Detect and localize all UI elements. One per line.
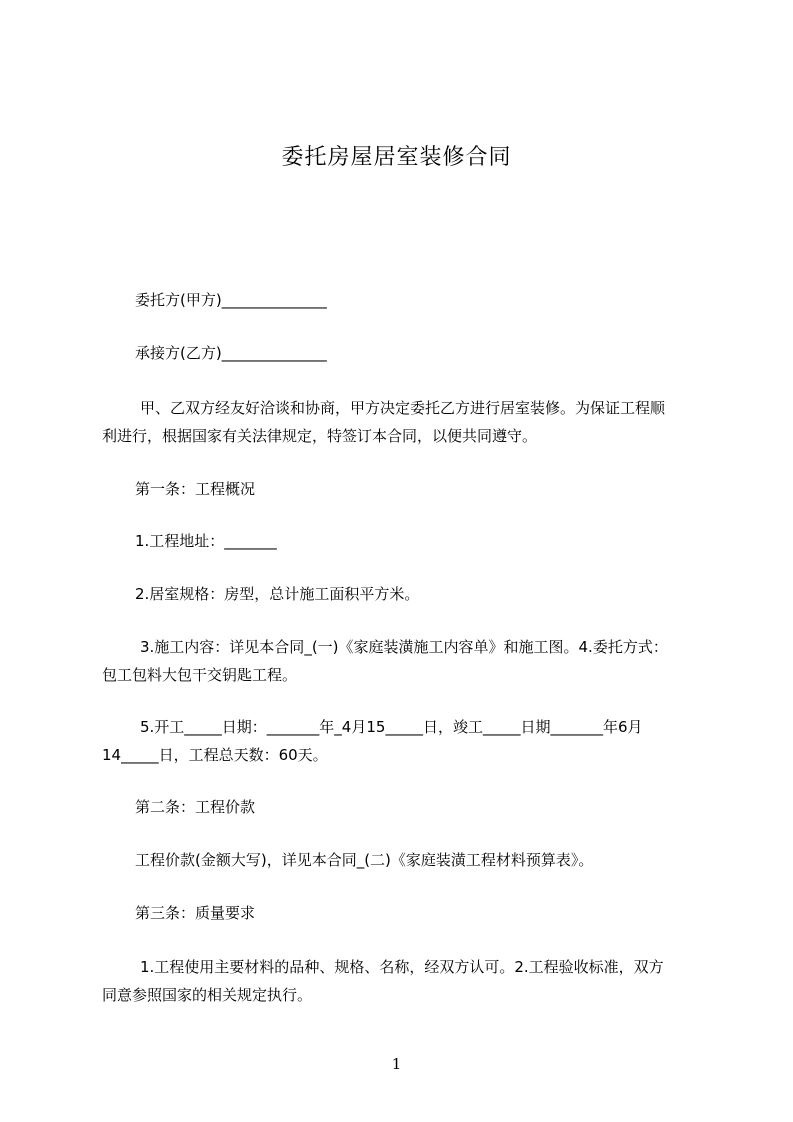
preamble-line: 甲、乙双方经友好洽谈和协商，甲方决定委托乙方进行居室装修。为保证工程顺	[140, 399, 666, 417]
article-1-item-1: 1.工程地址：_______	[135, 532, 277, 550]
article-1-item-5	[102, 713, 702, 769]
document-title: 委托房屋居室装修合同	[281, 145, 512, 170]
preamble-paragraph	[102, 394, 702, 450]
article-3-heading: 第三条：质量要求	[135, 904, 256, 922]
article-3-line: 同意参照国家的相关规定执行。	[102, 986, 313, 1004]
article-1-item-3-line: 3.施工内容：详见本合同_(一)《家庭装潢施工内容单》和施工图。4.委托方式：	[140, 638, 668, 656]
article-1-item-5-line: 14_____日，工程总天数：60天。	[102, 746, 328, 764]
preamble-line: 利进行，根据国家有关法律规定，特签订本合同，以便共同遵守。	[102, 427, 538, 445]
article-2-body: 工程价款(金额大写)，详见本合同_(二)《家庭装潢工程材料预算表》。	[135, 851, 594, 869]
article-3-line: 1.工程使用主要材料的品种、规格、名称，经双方认可。2.工程验收标准，双方	[140, 958, 664, 976]
article-3-body	[102, 953, 702, 1009]
article-2-heading: 第二条：工程价款	[135, 798, 256, 816]
page-number: 1	[391, 1055, 402, 1073]
article-1-item-5-line: 5.开工_____日期：_______年_4月15_____日，竣工_____日期_______年6月	[140, 718, 643, 736]
article-1-heading: 第一条：工程概况	[135, 480, 256, 498]
article-1-item-3-line: 包工包料大包干交钥匙工程。	[102, 666, 298, 684]
party-a-line: 委托方(甲方)______________	[135, 291, 327, 309]
article-1-item-3	[102, 633, 702, 689]
party-b-line: 承接方(乙方)______________	[135, 344, 327, 362]
article-1-item-2: 2.居室规格：房型，总计施工面积平方米。	[135, 585, 420, 603]
